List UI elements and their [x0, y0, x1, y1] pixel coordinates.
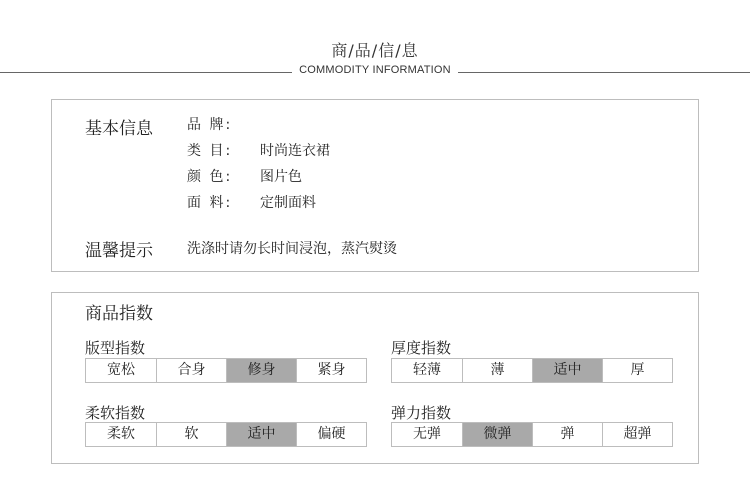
info-value: 时尚连衣裙	[260, 143, 330, 159]
scale-option: 柔软	[107, 426, 135, 442]
scale-option: 超弹	[602, 423, 672, 446]
info-key: 面 料:	[187, 195, 233, 211]
thickness-index-label: 厚度指数	[391, 339, 452, 357]
scale-option: 紧身	[296, 359, 366, 382]
scale-option-selected: 适中	[532, 359, 602, 382]
elasticity-index-scale	[391, 422, 673, 447]
info-key: 品 牌:	[187, 117, 233, 133]
scale-option-selected: 修身	[226, 359, 296, 382]
product-index-title: 商品指数	[85, 304, 153, 324]
scale-option: 弹	[532, 423, 602, 446]
scale-option: 软	[156, 423, 226, 446]
scale-option: 偏硬	[296, 423, 366, 446]
info-row-category	[187, 140, 330, 160]
info-row-color	[187, 166, 302, 186]
page-title: 商/品/信/息	[331, 41, 419, 60]
scale-option: 宽松	[107, 362, 135, 378]
basic-info-label: 基本信息	[85, 119, 153, 139]
softness-index-scale	[85, 422, 367, 447]
fit-index-scale	[85, 358, 367, 383]
scale-option: 轻薄	[413, 362, 441, 378]
scale-option: 无弹	[413, 426, 441, 442]
softness-index-label: 柔软指数	[85, 404, 146, 422]
info-value: 图片色	[260, 169, 302, 185]
info-key: 颜 色:	[187, 169, 233, 185]
fit-index-label: 版型指数	[85, 339, 146, 357]
notice-text: 洗涤时请勿长时间浸泡，蒸汽熨烫	[187, 241, 397, 257]
scale-option: 厚	[602, 359, 672, 382]
scale-option: 合身	[156, 359, 226, 382]
info-value: 定制面料	[260, 195, 316, 211]
info-key: 类 目:	[187, 143, 233, 159]
elasticity-index-label: 弹力指数	[391, 404, 452, 422]
notice-label: 温馨提示	[85, 241, 153, 261]
info-row-brand	[187, 114, 260, 134]
scale-option-selected: 微弹	[462, 423, 532, 446]
scale-option-selected: 适中	[226, 423, 296, 446]
scale-option: 薄	[462, 359, 532, 382]
thickness-index-scale	[391, 358, 673, 383]
page-subtitle	[0, 64, 750, 76]
page-subtitle-text: COMMODITY INFORMATION	[293, 64, 457, 76]
info-row-fabric	[187, 192, 316, 212]
